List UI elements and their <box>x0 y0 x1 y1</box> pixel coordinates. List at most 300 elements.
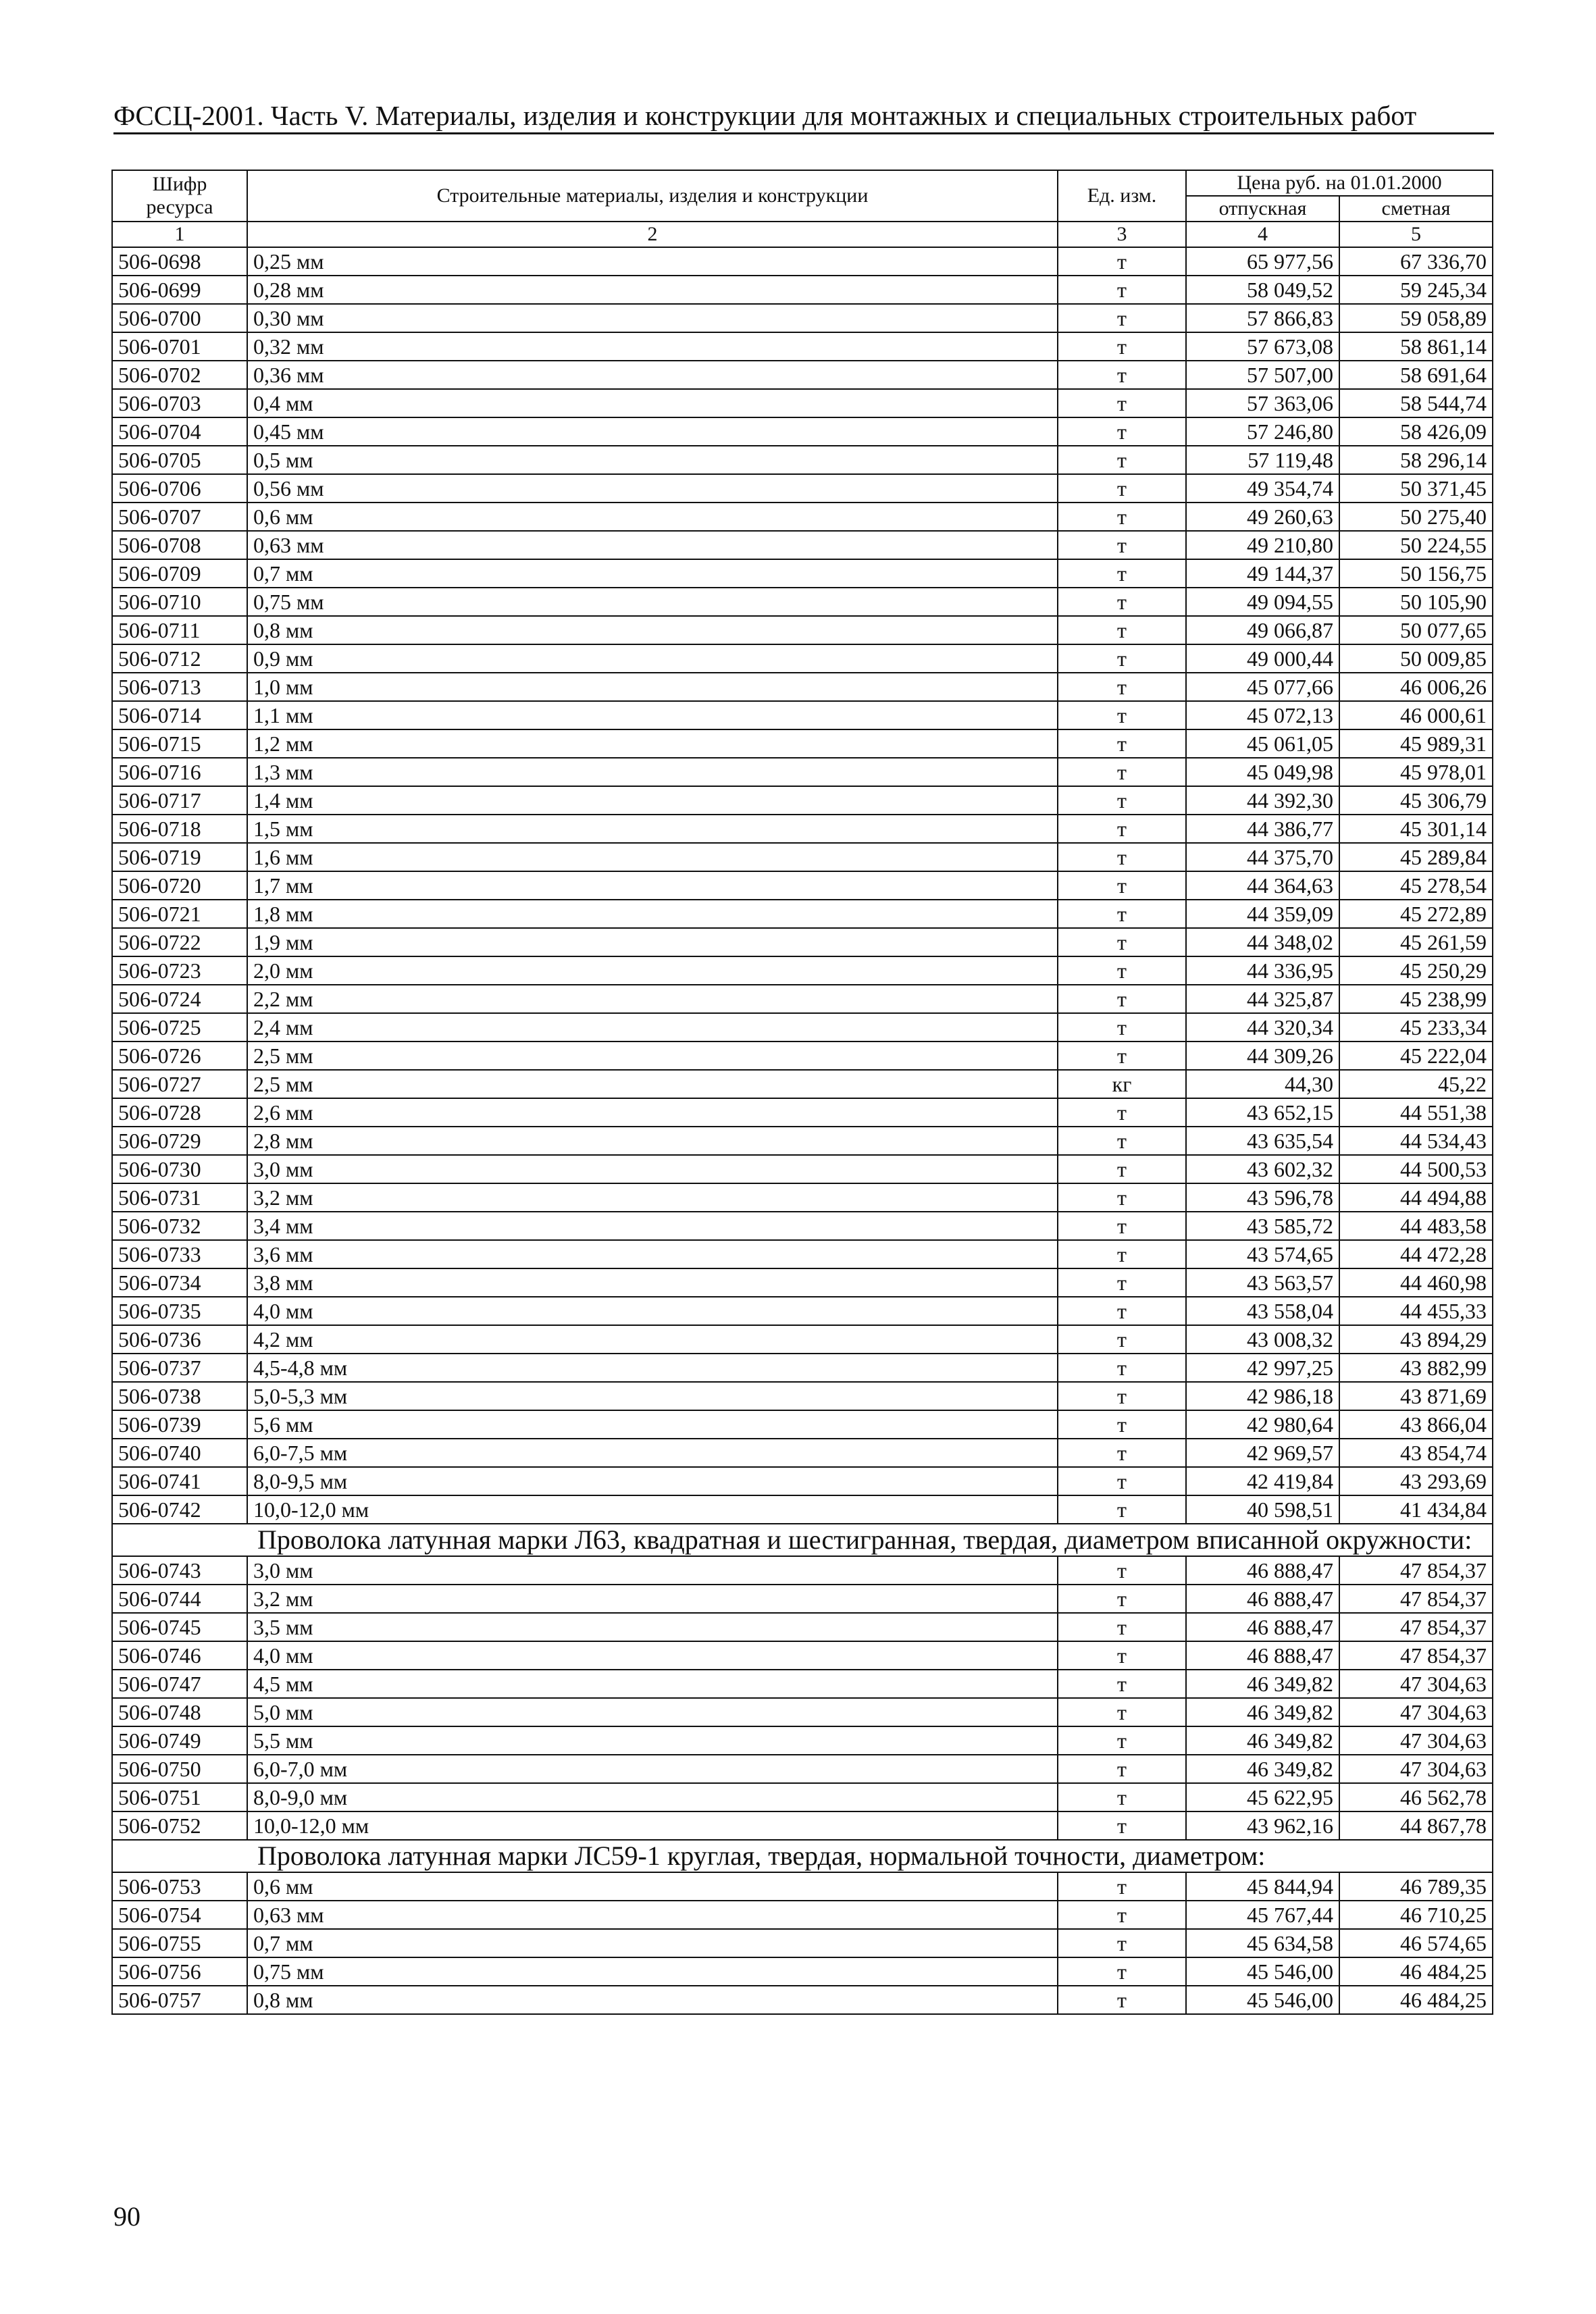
table-row <box>112 871 1493 900</box>
release-price: 65 977,56 <box>1186 247 1339 276</box>
resource-code: 506-0728 <box>112 1098 247 1127</box>
release-price: 42 969,57 <box>1186 1439 1339 1467</box>
estimate-price: 44 500,53 <box>1339 1155 1493 1183</box>
column-number: 5 <box>1339 222 1493 247</box>
table-row <box>112 1297 1493 1325</box>
material-name: 0,9 мм <box>247 644 1058 673</box>
resource-code: 506-0749 <box>112 1726 247 1755</box>
material-name: 2,5 мм <box>247 1070 1058 1098</box>
table-row <box>112 276 1493 304</box>
estimate-price: 43 882,99 <box>1339 1354 1493 1382</box>
estimate-price: 45 272,89 <box>1339 900 1493 928</box>
unit-cell: т <box>1058 1613 1186 1641</box>
resource-code: 506-0702 <box>112 361 247 389</box>
unit-cell: т <box>1058 1755 1186 1783</box>
table-row <box>112 1613 1493 1641</box>
material-name: 8,0-9,0 мм <box>247 1783 1058 1811</box>
table-row <box>112 786 1493 815</box>
estimate-price: 50 105,90 <box>1339 588 1493 616</box>
table-row <box>112 1042 1493 1070</box>
col-unit-header: Ед. изм. <box>1058 170 1186 222</box>
page-number: 90 <box>113 2201 140 2232</box>
estimate-price: 47 854,37 <box>1339 1641 1493 1670</box>
table-row <box>112 1155 1493 1183</box>
material-name: 2,0 мм <box>247 956 1058 985</box>
unit-cell: т <box>1058 446 1186 474</box>
table-row <box>112 758 1493 786</box>
price-table <box>111 170 1493 2015</box>
unit-cell: т <box>1058 1957 1186 1986</box>
material-name: 5,0 мм <box>247 1698 1058 1726</box>
column-number: 2 <box>247 222 1058 247</box>
unit-cell: т <box>1058 1556 1186 1585</box>
estimate-price: 50 156,75 <box>1339 559 1493 588</box>
material-name: 1,8 мм <box>247 900 1058 928</box>
resource-code: 506-0733 <box>112 1240 247 1268</box>
material-name: 3,0 мм <box>247 1556 1058 1585</box>
unit-cell: т <box>1058 900 1186 928</box>
release-price: 49 144,37 <box>1186 559 1339 588</box>
unit-cell: т <box>1058 474 1186 503</box>
resource-code: 506-0745 <box>112 1613 247 1641</box>
estimate-price: 50 009,85 <box>1339 644 1493 673</box>
resource-code: 506-0740 <box>112 1439 247 1467</box>
estimate-price: 50 077,65 <box>1339 616 1493 644</box>
material-name: 3,8 мм <box>247 1268 1058 1297</box>
estimate-price: 43 871,69 <box>1339 1382 1493 1410</box>
resource-code: 506-0709 <box>112 559 247 588</box>
unit-cell: т <box>1058 1698 1186 1726</box>
material-name: 0,45 мм <box>247 417 1058 446</box>
resource-code: 506-0701 <box>112 332 247 361</box>
resource-code: 506-0707 <box>112 503 247 531</box>
release-price: 57 673,08 <box>1186 332 1339 361</box>
material-name: 10,0-12,0 мм <box>247 1811 1058 1840</box>
unit-cell: кг <box>1058 1070 1186 1098</box>
resource-code: 506-0735 <box>112 1297 247 1325</box>
table-row <box>112 644 1493 673</box>
estimate-price: 44 534,43 <box>1339 1127 1493 1155</box>
release-price: 46 888,47 <box>1186 1556 1339 1585</box>
resource-code: 506-0747 <box>112 1670 247 1698</box>
unit-cell: т <box>1058 871 1186 900</box>
unit-cell: т <box>1058 417 1186 446</box>
material-name: 0,75 мм <box>247 1957 1058 1986</box>
table-row <box>112 1726 1493 1755</box>
unit-cell: т <box>1058 1929 1186 1957</box>
unit-cell: т <box>1058 503 1186 531</box>
unit-cell: т <box>1058 1901 1186 1929</box>
estimate-price: 43 293,69 <box>1339 1467 1493 1495</box>
resource-code: 506-0727 <box>112 1070 247 1098</box>
table-row <box>112 1556 1493 1585</box>
material-name: 1,4 мм <box>247 786 1058 815</box>
unit-cell: т <box>1058 956 1186 985</box>
table-row <box>112 900 1493 928</box>
resource-code: 506-0734 <box>112 1268 247 1297</box>
estimate-price: 46 000,61 <box>1339 701 1493 729</box>
unit-cell: т <box>1058 985 1186 1013</box>
material-name: 2,2 мм <box>247 985 1058 1013</box>
material-name: 0,25 мм <box>247 247 1058 276</box>
col-code-header: Шифр ресурса <box>112 170 247 222</box>
release-price: 43 563,57 <box>1186 1268 1339 1297</box>
material-name: 1,0 мм <box>247 673 1058 701</box>
table-row <box>112 588 1493 616</box>
estimate-price: 67 336,70 <box>1339 247 1493 276</box>
estimate-price: 45 278,54 <box>1339 871 1493 900</box>
resource-code: 506-0720 <box>112 871 247 900</box>
unit-cell: т <box>1058 1467 1186 1495</box>
unit-cell: т <box>1058 1325 1186 1354</box>
release-price: 57 866,83 <box>1186 304 1339 332</box>
estimate-price: 45 238,99 <box>1339 985 1493 1013</box>
material-name: 0,28 мм <box>247 276 1058 304</box>
estimate-price: 47 304,63 <box>1339 1726 1493 1755</box>
col-price-header: Цена руб. на 01.01.2000 <box>1186 170 1493 196</box>
release-price: 45 634,58 <box>1186 1929 1339 1957</box>
table-body <box>112 247 1493 2014</box>
table-row <box>112 389 1493 417</box>
estimate-price: 46 574,65 <box>1339 1929 1493 1957</box>
table-row <box>112 503 1493 531</box>
column-number: 1 <box>112 222 247 247</box>
resource-code: 506-0714 <box>112 701 247 729</box>
table-row <box>112 843 1493 871</box>
unit-cell: т <box>1058 1240 1186 1268</box>
material-name: 6,0-7,0 мм <box>247 1755 1058 1783</box>
material-name: 1,1 мм <box>247 701 1058 729</box>
table-row <box>112 304 1493 332</box>
estimate-price: 50 275,40 <box>1339 503 1493 531</box>
resource-code: 506-0717 <box>112 786 247 815</box>
estimate-price: 59 058,89 <box>1339 304 1493 332</box>
release-price: 44 336,95 <box>1186 956 1339 985</box>
release-price: 44 309,26 <box>1186 1042 1339 1070</box>
estimate-price: 44 472,28 <box>1339 1240 1493 1268</box>
unit-cell: т <box>1058 247 1186 276</box>
estimate-price: 47 304,63 <box>1339 1670 1493 1698</box>
col-name-header: Строительные материалы, изделия и конструкции <box>247 170 1058 222</box>
unit-cell: т <box>1058 332 1186 361</box>
material-name: 8,0-9,5 мм <box>247 1467 1058 1495</box>
material-name: 2,5 мм <box>247 1042 1058 1070</box>
release-price: 46 349,82 <box>1186 1698 1339 1726</box>
table-row <box>112 1183 1493 1212</box>
estimate-price: 58 296,14 <box>1339 446 1493 474</box>
unit-cell: т <box>1058 644 1186 673</box>
release-price: 45 767,44 <box>1186 1901 1339 1929</box>
release-price: 49 094,55 <box>1186 588 1339 616</box>
table-row <box>112 1957 1493 1986</box>
unit-cell: т <box>1058 559 1186 588</box>
table-row <box>112 1986 1493 2014</box>
material-name: 1,6 мм <box>247 843 1058 871</box>
release-price: 43 602,32 <box>1186 1155 1339 1183</box>
material-name: 0,8 мм <box>247 1986 1058 2014</box>
resource-code: 506-0744 <box>112 1585 247 1613</box>
estimate-price: 45 301,14 <box>1339 815 1493 843</box>
release-price: 43 635,54 <box>1186 1127 1339 1155</box>
estimate-price: 46 006,26 <box>1339 673 1493 701</box>
release-price: 43 558,04 <box>1186 1297 1339 1325</box>
estimate-price: 43 866,04 <box>1339 1410 1493 1439</box>
table-row <box>112 1467 1493 1495</box>
release-price: 44 348,02 <box>1186 928 1339 956</box>
unit-cell: т <box>1058 361 1186 389</box>
release-price: 44 320,34 <box>1186 1013 1339 1042</box>
material-name: 0,63 мм <box>247 531 1058 559</box>
estimate-price: 44 551,38 <box>1339 1098 1493 1127</box>
estimate-price: 45 306,79 <box>1339 786 1493 815</box>
table-row <box>112 247 1493 276</box>
material-name: 1,7 мм <box>247 871 1058 900</box>
release-price: 44 375,70 <box>1186 843 1339 871</box>
resource-code: 506-0700 <box>112 304 247 332</box>
material-name: 1,9 мм <box>247 928 1058 956</box>
release-price: 43 962,16 <box>1186 1811 1339 1840</box>
estimate-price: 47 854,37 <box>1339 1613 1493 1641</box>
unit-cell: т <box>1058 1268 1186 1297</box>
release-price: 57 246,80 <box>1186 417 1339 446</box>
resource-code: 506-0755 <box>112 1929 247 1957</box>
release-price: 40 598,51 <box>1186 1495 1339 1524</box>
estimate-price: 47 304,63 <box>1339 1698 1493 1726</box>
release-price: 45 844,94 <box>1186 1872 1339 1901</box>
table-row <box>112 985 1493 1013</box>
table-row <box>112 673 1493 701</box>
unit-cell: т <box>1058 1783 1186 1811</box>
estimate-price: 45 222,04 <box>1339 1042 1493 1070</box>
resource-code: 506-0738 <box>112 1382 247 1410</box>
material-name: 0,8 мм <box>247 616 1058 644</box>
unit-cell: т <box>1058 1585 1186 1613</box>
material-name: 0,63 мм <box>247 1901 1058 1929</box>
material-name: 3,4 мм <box>247 1212 1058 1240</box>
estimate-price: 44 483,58 <box>1339 1212 1493 1240</box>
resource-code: 506-0719 <box>112 843 247 871</box>
table-row <box>112 1901 1493 1929</box>
unit-cell: т <box>1058 1297 1186 1325</box>
unit-cell: т <box>1058 786 1186 815</box>
table-row <box>112 361 1493 389</box>
table-row <box>112 1585 1493 1613</box>
release-price: 49 260,63 <box>1186 503 1339 531</box>
column-number-row <box>112 222 1493 247</box>
release-price: 46 349,82 <box>1186 1755 1339 1783</box>
estimate-price: 45 250,29 <box>1339 956 1493 985</box>
material-name: 10,0-12,0 мм <box>247 1495 1058 1524</box>
material-name: 1,5 мм <box>247 815 1058 843</box>
resource-code: 506-0705 <box>112 446 247 474</box>
unit-cell: т <box>1058 1410 1186 1439</box>
estimate-price: 47 304,63 <box>1339 1755 1493 1783</box>
material-name: 3,2 мм <box>247 1585 1058 1613</box>
material-name: 0,4 мм <box>247 389 1058 417</box>
table-row <box>112 1212 1493 1240</box>
material-name: 2,6 мм <box>247 1098 1058 1127</box>
release-price: 49 210,80 <box>1186 531 1339 559</box>
release-price: 43 574,65 <box>1186 1240 1339 1268</box>
table-row <box>112 815 1493 843</box>
table-row <box>112 417 1493 446</box>
material-name: 0,6 мм <box>247 503 1058 531</box>
resource-code: 506-0706 <box>112 474 247 503</box>
table-row <box>112 474 1493 503</box>
material-name: 5,0-5,3 мм <box>247 1382 1058 1410</box>
header-rule <box>113 132 1494 134</box>
page-header: ФССЦ-2001. Часть V. Материалы, изделия и конструкции для монтажных и специальных строительных работ <box>113 100 1417 131</box>
resource-code: 506-0723 <box>112 956 247 985</box>
release-price: 57 363,06 <box>1186 389 1339 417</box>
estimate-price: 47 854,37 <box>1339 1585 1493 1613</box>
estimate-price: 58 691,64 <box>1339 361 1493 389</box>
unit-cell: т <box>1058 815 1186 843</box>
table-row <box>112 1783 1493 1811</box>
estimate-price: 46 789,35 <box>1339 1872 1493 1901</box>
table-row <box>112 1698 1493 1726</box>
resource-code: 506-0713 <box>112 673 247 701</box>
unit-cell: т <box>1058 1212 1186 1240</box>
estimate-price: 58 426,09 <box>1339 417 1493 446</box>
table-row <box>112 1325 1493 1354</box>
table-row <box>112 1268 1493 1297</box>
estimate-price: 58 544,74 <box>1339 389 1493 417</box>
unit-cell: т <box>1058 1670 1186 1698</box>
resource-code: 506-0711 <box>112 616 247 644</box>
release-price: 44 325,87 <box>1186 985 1339 1013</box>
release-price: 45 077,66 <box>1186 673 1339 701</box>
estimate-price: 44 494,88 <box>1339 1183 1493 1212</box>
resource-code: 506-0731 <box>112 1183 247 1212</box>
material-name: 0,6 мм <box>247 1872 1058 1901</box>
col-estimate-header: сметная <box>1339 196 1493 222</box>
estimate-price: 58 861,14 <box>1339 332 1493 361</box>
resource-code: 506-0729 <box>112 1127 247 1155</box>
material-name: 5,5 мм <box>247 1726 1058 1755</box>
release-price: 42 986,18 <box>1186 1382 1339 1410</box>
resource-code: 506-0710 <box>112 588 247 616</box>
release-price: 43 652,15 <box>1186 1098 1339 1127</box>
release-price: 43 585,72 <box>1186 1212 1339 1240</box>
resource-code: 506-0724 <box>112 985 247 1013</box>
resource-code: 506-0737 <box>112 1354 247 1382</box>
release-price: 44 386,77 <box>1186 815 1339 843</box>
resource-code: 506-0751 <box>112 1783 247 1811</box>
group-heading: Проволока латунная марки Л63, квадратная и шестигранная, твердая, диаметром вписанной окружности: <box>112 1524 1493 1556</box>
material-name: 3,0 мм <box>247 1155 1058 1183</box>
material-name: 3,2 мм <box>247 1183 1058 1212</box>
release-price: 46 888,47 <box>1186 1641 1339 1670</box>
resource-code: 506-0741 <box>112 1467 247 1495</box>
release-price: 45 622,95 <box>1186 1783 1339 1811</box>
resource-code: 506-0716 <box>112 758 247 786</box>
resource-code: 506-0721 <box>112 900 247 928</box>
table-row <box>112 928 1493 956</box>
table-row <box>112 1495 1493 1524</box>
release-price: 44 392,30 <box>1186 786 1339 815</box>
resource-code: 506-0730 <box>112 1155 247 1183</box>
unit-cell: т <box>1058 1811 1186 1840</box>
table-row <box>112 1811 1493 1840</box>
resource-code: 506-0752 <box>112 1811 247 1840</box>
table-row <box>112 1240 1493 1268</box>
table-row <box>112 1382 1493 1410</box>
table-row <box>112 1755 1493 1783</box>
release-price: 57 507,00 <box>1186 361 1339 389</box>
material-name: 0,30 мм <box>247 304 1058 332</box>
resource-code: 506-0748 <box>112 1698 247 1726</box>
release-price: 46 888,47 <box>1186 1613 1339 1641</box>
unit-cell: т <box>1058 758 1186 786</box>
unit-cell: т <box>1058 1183 1186 1212</box>
release-price: 42 997,25 <box>1186 1354 1339 1382</box>
unit-cell: т <box>1058 1872 1186 1901</box>
estimate-price: 50 224,55 <box>1339 531 1493 559</box>
estimate-price: 43 854,74 <box>1339 1439 1493 1467</box>
release-price: 57 119,48 <box>1186 446 1339 474</box>
material-name: 5,6 мм <box>247 1410 1058 1439</box>
table-row <box>112 332 1493 361</box>
resource-code: 506-0739 <box>112 1410 247 1439</box>
table-row <box>112 1641 1493 1670</box>
unit-cell: т <box>1058 276 1186 304</box>
table-row <box>112 729 1493 758</box>
material-name: 0,75 мм <box>247 588 1058 616</box>
estimate-price: 44 455,33 <box>1339 1297 1493 1325</box>
unit-cell: т <box>1058 1098 1186 1127</box>
estimate-price: 45 989,31 <box>1339 729 1493 758</box>
release-price: 42 980,64 <box>1186 1410 1339 1439</box>
table-row <box>112 956 1493 985</box>
unit-cell: т <box>1058 1013 1186 1042</box>
material-name: 1,3 мм <box>247 758 1058 786</box>
group-heading-row <box>112 1524 1493 1556</box>
material-name: 4,5 мм <box>247 1670 1058 1698</box>
table-head <box>112 170 1493 247</box>
unit-cell: т <box>1058 843 1186 871</box>
release-price: 46 349,82 <box>1186 1726 1339 1755</box>
resource-code: 506-0750 <box>112 1755 247 1783</box>
table-row <box>112 1098 1493 1127</box>
unit-cell: т <box>1058 616 1186 644</box>
material-name: 0,7 мм <box>247 559 1058 588</box>
unit-cell: т <box>1058 673 1186 701</box>
unit-cell: т <box>1058 1127 1186 1155</box>
material-name: 0,32 мм <box>247 332 1058 361</box>
release-price: 46 888,47 <box>1186 1585 1339 1613</box>
material-name: 6,0-7,5 мм <box>247 1439 1058 1467</box>
resource-code: 506-0704 <box>112 417 247 446</box>
estimate-price: 45,22 <box>1339 1070 1493 1098</box>
release-price: 49 354,74 <box>1186 474 1339 503</box>
estimate-price: 46 562,78 <box>1339 1783 1493 1811</box>
release-price: 42 419,84 <box>1186 1467 1339 1495</box>
table-row <box>112 1127 1493 1155</box>
release-price: 46 349,82 <box>1186 1670 1339 1698</box>
table-row <box>112 1410 1493 1439</box>
material-name: 3,6 мм <box>247 1240 1058 1268</box>
resource-code: 506-0725 <box>112 1013 247 1042</box>
resource-code: 506-0742 <box>112 1495 247 1524</box>
estimate-price: 50 371,45 <box>1339 474 1493 503</box>
unit-cell: т <box>1058 1495 1186 1524</box>
release-price: 45 072,13 <box>1186 701 1339 729</box>
material-name: 4,0 мм <box>247 1641 1058 1670</box>
estimate-price: 45 261,59 <box>1339 928 1493 956</box>
unit-cell: т <box>1058 1986 1186 2014</box>
table-row <box>112 1354 1493 1382</box>
